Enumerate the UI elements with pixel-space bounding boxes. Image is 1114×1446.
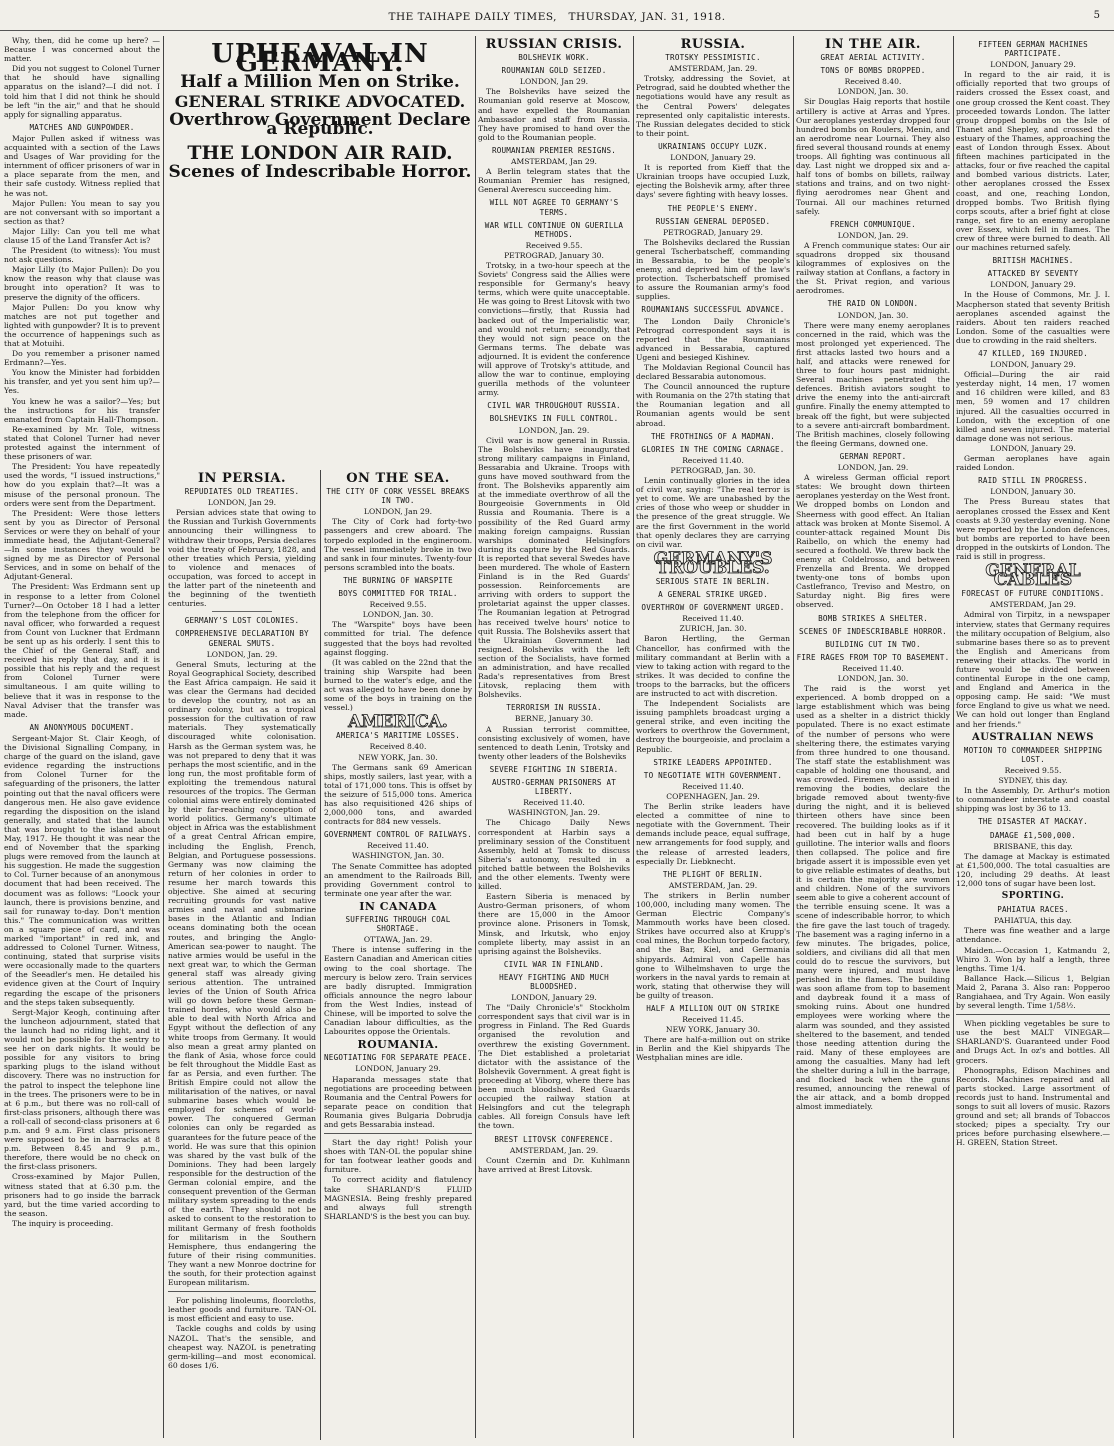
- dateline: OTTAWA, Jan. 29.: [363, 935, 433, 945]
- column-5: [796, 36, 950, 1440]
- section-heading: AUSTRALIAN NEWS: [971, 731, 1095, 743]
- section-heading: IN THE AIR.: [825, 37, 921, 52]
- subheading: BOMB STRIKES A SHELTER.: [818, 613, 928, 623]
- dateline: ZURICH, Jan. 30.: [679, 624, 747, 634]
- subheading: BUILDING CUT IN TWO.: [825, 639, 921, 649]
- subheading: BOLSHEVIK WORK.: [518, 53, 590, 63]
- subheading: A GENERAL STRIKE URGED.: [658, 590, 768, 600]
- section-heading: GERMANY'S TROUBLES.: [653, 548, 773, 578]
- paragraph: You know the Minister had forbidden his transfer, and yet you sent him up?—Yes.: [4, 368, 160, 396]
- dateline: AMSTERDAM, Jan. 29.: [668, 64, 758, 74]
- column-rule: [633, 36, 634, 1438]
- paragraph: There was fine weather and a large attendance.: [956, 926, 1110, 945]
- subheading: STRIKE LEADERS APPOINTED.: [653, 757, 773, 767]
- column-2b: [324, 470, 472, 1440]
- paragraph: Major Pullen: Do you know why matches are not put together and lighted with gunpowder? It is to prevent the occurrence of happenings such as that at Motuihi.: [4, 302, 160, 348]
- paragraph: The Bolsheviks declared the Russian general Tscherbatscheff, commanding in Bessarabia, to be the people's enemy, and deprived him of the law's protection. Tscherbatscheff promised to assure the Roumanian army's food supplies.: [636, 237, 790, 302]
- paragraph: The inquiry is proceeding.: [12, 1218, 114, 1228]
- advertisement: Phonographs, Edison Machines and Records. Machines repaired and all parts stocked. Large assortment of records just to hand. Instrumental and songs to suit all lovers of music. Razors ground and set; all brands of Tobaccos stocked; pipes a specialty. Try our prices before purchasing elsewhere.—H. GREEN, Station Street.: [956, 1065, 1110, 1148]
- paragraph: In regard to the air raid, it is officially reported that two groups of raiders crossed the Essex coast, and one group crossed the Kent coast. They proceeded towards London. The latter group dropped bombs on the Isle of Thanet and Shepley, and crossed the estuary of the Thames, approaching the east of London through Essex. About fifteen machines participated in the attacks, four or five reached the capital and bombed various districts. Later, other aeroplanes crossed the Essex coast, and one, reaching London, dropped bombs. Two British flying corps scouts, after a brief fight at close range, set fire to an enemy aeroplane over Essex, which fell in flames. The crew of three were burned to death. All our machines returned safely.: [956, 70, 1110, 253]
- subheading: BOYS COMMITTED FOR TRIAL.: [338, 589, 458, 599]
- subheading: THE CITY OF CORK VESSEL BREAKS IN TWO.: [326, 487, 470, 506]
- paragraph: Maiden.—Occasion 1, Katmandu 2, Whiro 3. Won by half a length, three lengths. Time 1/4.: [956, 945, 1110, 973]
- paragraph: The Council announced the rupture with Roumania on the 27th stating that the Roumanian legation and all Roumanian agents would be sent abroad.: [636, 382, 790, 428]
- subheading: TERRORISM IN RUSSIA.: [506, 703, 602, 713]
- column-1: [4, 36, 160, 1440]
- paragraph: Baron Hertling, the German Chancellor, has confirmed with the military commandant at Berlin with a view to taking action with regard to the strikes. It was decided to confine the troops to the barracks, but the officers are instructed to act with discretion.: [636, 634, 790, 698]
- subheading: WAR WILL CONTINUE ON GUERILLA METHODS.: [484, 220, 624, 239]
- dateline: LONDON, January 29.: [990, 443, 1076, 453]
- section-heading: GENERAL CABLES: [985, 561, 1081, 591]
- paragraph: Sergeant-Major St. Clair Keogh, of the Divisional Signalling Company, in charge of the guard on the island, gave evidence regarding the instructions from Colonel Turner for the safeguarding of the prisoners, the latter pointing out that the naval officers were dangerous men. He also gave evidence regarding the disposition on the island generally, and stated that the launch that was brought to the island about May, 1917. He thought it was near the end of November that the sparking plugs were removed from the launch at his suggestion. He made the suggestion to Col. Turner because of an anonymous document that had been received. The document was as follows: "Loock your launch, there is provisions benzine, and sail for runaway to-day. Don't mention this." The communication was written on a square piece of card, and was marked "important" in red ink, and addressed to Colonel Turner. Witness, continuing, stated that surprise visits were occasionally made to the quarters of the Seeadler's men. He detailed his evidence given at the Court of Inquiry regarding the escape of the prisoners and the steps taken subsequently.: [4, 733, 160, 1007]
- newspaper-title: THE TAIHAPE DAILY TIMES,: [388, 11, 558, 23]
- subheading: RUSSIAN GENERAL DEPOSED.: [655, 216, 771, 226]
- advertisement: Start the day right! Polish your shoes with TAN-OL the popular shine for tan footwear leather goods and furniture.: [324, 1138, 472, 1175]
- paragraph: In the House of Commons, Mr. J. I. Macpherson stated that seventy British aeroplanes ascended against the raiders. About ten raiders reached London. Some of the casualties were due to crowding in the raid shelters.: [956, 290, 1110, 345]
- paragraph: The City of Cork had forty-two passengers and crew aboard. The torpedo exploded in the engineroom. The vessel immediately broke in two and sank in four minutes. Twenty-four persons scrambled into the boats.: [324, 517, 472, 572]
- divider: [324, 1133, 472, 1134]
- dateline: LONDON, January 30.: [990, 487, 1076, 497]
- paragraph: (It was cabled on the 22nd that the training ship Warspite had been burned to the water's edge, and the act was alleged to have been done by some of the boys in training on the vessel.): [324, 657, 472, 713]
- subheading: HEAVY FIGHTING AND MUCH BLOODSHED.: [499, 972, 609, 991]
- subheading: ROUMANIAN GOLD SEIZED.: [501, 66, 607, 76]
- paragraph: Major Pullen: You mean to say you are not conversant with so important a section as that?: [4, 198, 160, 226]
- dateline: LONDON, January 29.: [355, 1064, 441, 1074]
- paragraph: There were many enemy aeroplanes concerned in the raid, which was the most prolonged yet experienced. The first attacks lasted two hours and a half, and attacks were renewed for three to four hours past midnight. Several machines penetrated the defences. British aviators sought to drive the enemy into the anti-aircraft gunfire. Finally the enemy attempted to break off the fight, but were subjected to a severe anti-aircraft bombardment. The British machines, closely following the fleeing Germans, downed one.: [796, 320, 950, 448]
- paragraph: A French communique states: Our air squadrons dropped six thousand kilogrammes of explosives on the railway station at Conflans, a factory in the St. Privat region, and various aerodromes.: [796, 240, 950, 296]
- section-heading: IN PERSIA.: [197, 471, 287, 486]
- subheading: NEGOTIATING FOR SEPARATE PEACE.: [324, 1053, 472, 1063]
- column-4: [636, 36, 790, 1440]
- section-heading: IN CANADA: [359, 899, 437, 913]
- paragraph: The Senate Committee has adopted an amendment to the Railroads Bill, providing Government control to terminate one year after the war.: [324, 861, 472, 898]
- dateline: LONDON, Jan. 30.: [837, 87, 909, 97]
- dateline: AMSTERDAM, Jan. 29.: [668, 880, 758, 890]
- masthead: [0, 0, 1114, 31]
- paragraph: Haparanda messages state that negotiations are proceeding between Roumania and the Central Powers for separate peace on condition that Roumania gives Bulgaria Dobrudja and gets Bessarabia instead.: [324, 1074, 472, 1129]
- dateline: BRISBANE, this day.: [993, 841, 1073, 851]
- section-heading: GERMANY'S LOST COLONIES.: [184, 616, 300, 626]
- dateline: Received 11.40.: [367, 841, 429, 851]
- subheading: RAID STILL IN PROGRESS.: [978, 476, 1088, 486]
- section-heading: MATCHES AND GUNPOWDER.: [29, 122, 135, 132]
- main-headline: UPHEAVAL IN GERMANY.: [211, 39, 429, 79]
- dateline: Received 9.55.: [525, 240, 583, 250]
- dateline: WASHINGTON, Jan. 30.: [351, 851, 445, 861]
- dateline: Received 11.40.: [523, 798, 585, 808]
- paragraph: Why, then, did he come up here? —Because I was concerned about the matter.: [4, 36, 160, 64]
- dateline: Received 9.55.: [369, 600, 427, 610]
- dateline: LONDON, January 29.: [670, 153, 756, 163]
- paragraph: Count Czernin and Dr. Kuhlmann have arrived at Brest Litovsk.: [478, 1155, 630, 1174]
- paragraph: The Berlin strike leaders have elected a committee of nine to negotiate with the Government. Their demands include peace, equal suffrage, new arrangements for food supply, and the release of arrested leaders, especially Dr. Liebknecht.: [636, 802, 790, 866]
- subheadline: Overthrow Government Declare a Republic.: [169, 110, 471, 140]
- paragraph: Eastern Siberia is menaced by Austro-German prisoners, of whom there are 15,000 in the Amoor province alone. Prisoners in Tomsk, Minsk, and Irkutsk, who enjoy complete liberty, may assist in an uprising against the Bolsheviks.: [478, 892, 630, 956]
- dateline: WASHINGTON, Jan. 29.: [507, 808, 601, 818]
- page-number: 5: [1093, 10, 1100, 21]
- dateline: AMSTERDAM, Jan. 29.: [509, 1145, 599, 1155]
- dateline: AMSTERDAM, Jan 29.: [511, 157, 597, 167]
- dateline: PAHIATUA, this day.: [994, 916, 1072, 926]
- dateline: NEW YORK, January 30.: [665, 1025, 761, 1035]
- dateline: COPENHAGEN, Jan. 29.: [666, 791, 760, 801]
- subheading: 47 KILLED, 169 INJURED.: [978, 349, 1088, 358]
- dateline: Received 8.40.: [844, 77, 902, 87]
- paragraph: A Berlin telegram states that the Roumanian Premier has resigned, General Averescu succeeding him.: [478, 167, 630, 195]
- paragraph: The President: You have repeatedly used the words, "I issued instructions," how do you explain that?—It was a misuse of the personal pronoun. The orders were sent from the Department.: [4, 462, 160, 508]
- dateline: Received 11.45.: [682, 1015, 744, 1025]
- paragraph: Trotsky, addressing the Soviet, at Petrograd, said he doubted whether the negotiations would have any result as the Central Powers' delegates represented only capitalistic interests. The Russian delegates decided to stick to their point.: [636, 74, 790, 138]
- dateline: Received 9.55.: [1004, 765, 1062, 775]
- paragraph: Sergt-Major Keogh, continuing after the luncheon adjournment, stated that the launch had no riding light, and it would not be possible for the sentry to see her on dark nights. It would be possible for any visitors to bring sparking plugs to the island without discovery. There was no instruction for the patrol to inspect the telephone line in the trees. The prisoners were to be in at 6 p.m., but there was no roll-call of first-class prisoners, although there was a roll-call of second-class prisoners at 6 p.m. and 9 a.m. First class prisoners were supposed to be in barracks at 8 p.m. Between 8.45 and 9 p.m., therefore, there would be no check on the first-class prisoners.: [4, 1007, 160, 1172]
- subheadline: THE LONDON AIR RAID.: [187, 141, 453, 164]
- paragraph: The Moldavian Regional Council has declared Bessarabia autonomous.: [636, 363, 790, 382]
- issue-date: THURSDAY, JAN. 31, 1918.: [568, 11, 726, 23]
- subheading: DAMAGE £1,500,000.: [990, 830, 1076, 840]
- subheading: ROUMANIANS SUCCESSFUL ADVANCE.: [641, 305, 785, 315]
- column-3: [478, 36, 630, 1440]
- dateline: PETROGRAD, January 30.: [504, 250, 604, 260]
- paragraph: A wireless German official report states: We brought down thirteen aeroplanes yesterday on the West front. We dropped bombs on London and Sheerness with good effect. An Italian attack was broken at Monte Sisemol. A counter-attack regained Mount Dis Raibello, on which the enemy had secured a foothold. We threw back the enemy at Coldelrosso, and between Frenzella and Brenta. We dropped twenty-one tons of bombs upon Castlefranco, Treviso and Mestro, on Saturday night. Big fires were observed.: [796, 473, 950, 610]
- section-heading: THE BURNING OF WARSPITE: [343, 575, 453, 585]
- paragraph: The London Daily Chronicle's Petrograd correspondent says it is reported that the Roumanians advanced in Bessarabia, captured Ugeni and besieged Kishinev.: [636, 316, 790, 362]
- subheading: FIRE RAGES FROM TOP TO BASEMENT.: [796, 652, 950, 662]
- paragraph: The President (to witness): You must not ask questions.: [4, 246, 160, 265]
- subheading: ATTACKED BY SEVENTY: [987, 269, 1079, 279]
- section-heading: AMERICA.: [348, 712, 448, 733]
- paragraph: Cross-examined by Major Pullen, witness stated that at 6.30 p.m. the prisoners had to go inside the barrack yard, but the time varied according to the season.: [4, 1172, 160, 1218]
- paragraph: In the Assembly, Dr. Arthur's motion to commandeer interstate and coastal shipping was lost by 36 to 13.: [956, 786, 1110, 814]
- section-heading: AN ANONYMOUS DOCUMENT.: [29, 722, 135, 732]
- column-2a: [168, 470, 316, 1440]
- subheadline: GENERAL STRIKE ADVOCATED.: [174, 92, 466, 112]
- dateline: LONDON, Jan. 29.: [837, 230, 909, 240]
- paragraph: The Independent Socialists are issuing pamphlets broadcast urging a general strike, and even inciting the workers to overthrow the Government, destroy the bourgeoisie, and proclaim a Republic.: [636, 699, 790, 754]
- divider: [956, 1014, 1110, 1015]
- advertisement: To correct acidity and flatulency take SHARLAND'S FLUID MAGNESIA. Being freshly prepared and always full strength SHARLAND'S is the best you can buy.: [324, 1175, 472, 1221]
- dateline: SYDNEY, this day.: [998, 776, 1068, 786]
- paragraph: Civil war is now general in Russia. The Bolsheviks have inaugurated strong military campaigns in Finland, Bessarabia and Ukraine. Troops with guns have moved southward from the front. The Bolsheviks apparently aim at the immediate overthrow of all the Bourgeoisie Governments in Old Russia and Roumania. There is a possibility of the Red Guard army making foreign campaigns. Russian warships dominated Helsingfors during its capture by the Red Guards. It is reported that several Swedes have been murdered. The whole of Eastern Finland is in the Red Guards' possession. Reinforcements are arriving with orders to support the proletariat against the upper classes. The Roumanian legation at Petrograd has received twelve hours' notice to quit Russia. The Bolsheviks assert that the Ukrainian Government had resigned. Bolsheviks with the left section of the Socialists, have formed an administration, and have recalled Rada's representatives from Brest Litovsk, replacing them with Bolsheviks.: [478, 435, 630, 700]
- dateline: Received 11.40.: [682, 614, 744, 624]
- paragraph: A Russian terrorist committee, consisting exclusively of women, have sentenced to death Lenin, Trotsky and twenty other leaders of the Bolsheviks: [478, 724, 630, 761]
- paragraph: The strikers in Berlin number 100,000, including many women. The German Electric Company's Mammouth works have been closed. Strikes have occurred also at Krupp's coal mines, the Bochun torpedo factory, and the Bar, Kiel, and Germania shipyards. Admiral von Capelle has gone to Wilhelmshaven to urge the workers in the naval yards to remain at work, stating that otherwise they will be guilty of treason.: [636, 890, 790, 1000]
- paragraph: Did you not suggest to Colonel Turner that he should have signalling apparatus on the island?—I did not. I told him that I did not think he should be left "in the air," and that he should apply for signalling apparatus.: [4, 64, 160, 119]
- paragraph: Persian advices state that owing to the Russian and Turkish Governments announcing their willingness to withdraw their troops, Persia declares void the treaty of February, 1828, and other treaties which Persia, yielding to violence and menaces of occupation, was forced to accept in the latter part of the nineteenth and the beginning of the twentieth centuries.: [168, 508, 316, 609]
- subheading: PAHIATUA RACES.: [997, 905, 1069, 915]
- paragraph: You knew he was a sailor?—Yes; but the instructions for his transfer emanated from Captain Hall-Thompson.: [4, 396, 160, 424]
- subheading: THE PEOPLE'S ENEMY.: [667, 203, 759, 213]
- dateline: LONDON, January 29.: [511, 993, 597, 1003]
- dateline: LONDON, Jan 29.: [207, 498, 277, 508]
- paragraph: Trotsky, in a two-hour speech at the Soviets' Congress said the Allies were responsible for Germany's heavy terms, which were quite unacceptable. He was going to Brest Litovsk with two convictions—firstly, that Russia had backed out of the Imperialistic war, and would not return; secondly, that they would not sign peace on the Germans terms. The debate was adjourned. It is evident the conference will approve of Trotsky's attitude, and allow the war to continue, employing guerilla methods of the volunteer army.: [478, 260, 630, 398]
- subheading: THE DISASTER AT MACKAY.: [978, 817, 1088, 827]
- subheading: AMERICA'S MARITIME LOSSES.: [335, 731, 461, 741]
- section-heading: ON THE SEA.: [346, 471, 450, 486]
- dateline: LONDON, January 29.: [990, 60, 1076, 70]
- subheading: FORECAST OF FUTURE CONDITIONS.: [961, 589, 1105, 599]
- subheading: THE RAID ON LONDON.: [827, 299, 919, 309]
- section-heading: SPORTING.: [1001, 891, 1065, 902]
- paragraph: There are half-a-million out on strike in Berlin and the Kiel shipyards The Westphalian mines are idle.: [636, 1035, 790, 1063]
- column-6: [956, 36, 1110, 1440]
- dateline: LONDON, Jan. 30.: [837, 674, 909, 683]
- subheading: BRITISH MACHINES.: [992, 256, 1074, 266]
- dateline: Received 11.40.: [682, 781, 744, 791]
- column-rule: [163, 36, 164, 1438]
- subheading: TONS OF BOMBS DROPPED.: [820, 66, 926, 76]
- dateline: BERNE, January 30.: [514, 714, 594, 724]
- paragraph: Official—During the air raid yesterday night, 14 men, 17 women and 16 children were killed, and 83 men, 59 women and 17 children injured. All the casualties occurred in London, with the exception of one killed and seven injured. The material damage done was not serious.: [956, 370, 1110, 443]
- subheading: REPUDIATES OLD TREATIES.: [184, 487, 300, 497]
- subheadline: Half a Million Men on Strike.: [180, 72, 460, 93]
- section-heading: RUSSIAN CRISIS.: [485, 37, 623, 52]
- advertisement: When pickling vegetables be sure to use the best MALT VINEGAR—SHARLAND'S. Guaranteed under Food and Drugs Act. In oz's and bottles. All grocers.: [956, 1019, 1110, 1065]
- paragraph: The "Warspite" boys have been committed for trial. The defence suggested that the boys had revolted against flogging.: [324, 620, 472, 657]
- section-heading: RUSSIA.: [680, 37, 746, 52]
- subheading: THE PLIGHT OF BERLIN.: [662, 869, 764, 879]
- paragraph: Do you remember a prisoner named Erdmann?—Yes.: [4, 349, 160, 368]
- advertisement: Tackle coughs and colds by using NAZOL. That's the sensible, and cheapest way. NAZOL is penetrating germ-killing—and most economical. 60 doses 1/6.: [168, 1324, 316, 1370]
- paragraph: The President: Was Erdmann sent up in response to a letter from Colonel Turner?—On October 18 I had a letter from the telephone from the officer for naval officer, who forwarded a request from Count von Luckner that Erdmann be sent up as his orderly. I sent this to the Chief of the General Staff, and received his reply that day, and it is possible that his reply and the request from Colonel Turner were simultaneous. I am quite willing to believe that it was in response to the Naval Adviser that the transfer was made.: [4, 582, 160, 719]
- dateline: LONDON, Jan. 29.: [837, 463, 909, 473]
- dateline: LONDON, Jan 29.: [519, 77, 589, 87]
- subheading: HALF A MILLION OUT ON STRIKE: [646, 1004, 780, 1013]
- subheading: COMPREHENSIVE DECLARATION BY GENERAL SMUTS.: [175, 629, 309, 648]
- paragraph: The Press Bureau states that aeroplanes crossed the Essex and Kent coasts at 9.30 yesterday evening. None were reported by the London defences, but bombs are reported to have been dropped in the outskirts of London. The raid is still in progress.: [956, 497, 1110, 561]
- paragraph: Major Pullen asked if witness was acquainted with a section of the Laws and Usages of War providing for the internment of officer prisoners of war in a place separate from the men, and their safe custody. Witness replied that he was not.: [4, 133, 160, 198]
- advertisement: For polishing linoleums, floorcloths, leather goods and furniture. TAN-OL is most efficient and easy to use.: [168, 1296, 316, 1324]
- subheading: UKRAINIANS OCCUPY LUZK.: [658, 141, 768, 151]
- subheadline: Scenes of Indescribable Horror.: [168, 161, 472, 182]
- dateline: LONDON, Jan. 30.: [837, 310, 909, 320]
- subheading: TO NEGOTIATE WITH GOVERNMENT.: [643, 770, 783, 780]
- subheading: SEVERE FIGHTING IN SIBERIA.: [489, 764, 619, 774]
- dateline: PETROGRAD, Jan. 30.: [670, 465, 756, 475]
- subheading: GLORIES IN THE COMING CARNAGE.: [641, 444, 785, 454]
- dateline: LONDON, Jan. 30.: [362, 610, 434, 620]
- subheading: GERMAN REPORT.: [839, 451, 907, 461]
- column-rule: [320, 470, 321, 1440]
- paragraph: The "Daily Chronicle's" Stockholm correspondent says that civil war is in progress in Finland. The Red Guards organised the revolution and overthrew the existing Government. The Diet established a proletariat dictator with the assistance of the Bolshevik Government. A great fight is proceeding at Viborg, where there has been much bloodshed. Red Guards occupied the railway station at Helsingfors and cut the telegraph cables. All foreign Consuls have left the town.: [478, 1003, 630, 1131]
- subheading: BOLSHEVIKS IN FULL CONTROL.: [489, 414, 619, 424]
- paragraph: It is reported from Kieff that the Ukrainian troops have occupied Luzk, ejecting the Bolshevik army, after three days' severe fighting with heavy losses.: [636, 163, 790, 200]
- section-heading: ROUMANIA.: [357, 1038, 439, 1052]
- dateline: LONDON, Jan. 29.: [518, 425, 590, 435]
- paragraph: The Chicago Daily News correspondent at Harbin says a preliminary session of the Constituent Assembly, held at Tomsk to discuss Siberia's autonomy, resulted in a pitched battle between the Bolsheviks and the other elements. Twenty were killed.: [478, 818, 630, 892]
- lead-headline-block: [168, 36, 472, 466]
- paragraph: Major Lilly: Can you tell me what clause 15 of the Land Transfer Act is?: [4, 226, 160, 245]
- paragraph: The Bolsheviks have seized the Roumanian gold reserve at Moscow, and have expelled the Roumanian Ambassador and staff from Russia. They have promised to hand over the gold to the Roumanian people.: [478, 87, 630, 142]
- dateline: LONDON, Jan 29.: [363, 507, 433, 517]
- subheading: SERIOUS STATE IN BERLIN.: [655, 576, 771, 586]
- dateline: Received 8.40.: [369, 742, 427, 752]
- subheading: TROTSKY PESSIMISTIC.: [665, 53, 761, 63]
- dateline: LONDON, Jan. 29.: [206, 649, 278, 659]
- subheading: GREAT AERIAL ACTIVITY.: [820, 53, 926, 63]
- paragraph: Ballance Hack.—Silicus 1, Belgian Maid 2, Parana 3. Also ran: Popperoo Rangiahaea, and Try Again. Won easily by several length. Time 1/58½.: [956, 973, 1110, 1011]
- dateline: LONDON, January 29.: [990, 280, 1076, 290]
- subheading: GOVERNMENT CONTROL OF RAILWAYS.: [324, 830, 472, 840]
- paragraph: The President: Were those letters sent by you as Director of Personal Services or were they on behalf of your immediate head, the Adjutant-General?—In some instances they would be signed by me as Director of Personal Services, and in some on behalf of the Adjutant-General.: [4, 508, 160, 582]
- paragraph: General Smuts, lecturing at the Royal Geographical Society, described the East Africa campaign. He said it was clear the Germans had decided to develop the country, not as an ordinary colony, but as a tropical possession for the cultivation of raw materials. They systematically discouraged white colonisation. Harsh as the German system was, he was not prepared to deny that it was perhaps the most scientific, and in the long run, the most profitable form of exploiting the tremendous natural resources of the tropics. The German colonial aims were entirely dominated by their far-reaching conception of world politics. Germany's ultimate object in Africa was the establishment of a great Central African empire, including the English, French, Belgian, and Portuguese possessions. Germany was now claiming the return of her colonies in order to resume her march towards this objective. She aimed at securing recruiting grounds for vast native armies and naval and submarine bases in the Atlantic and Indian oceans dominating both the ocean routes, and bringing the Anglo-American sea-power to naught. The native armies would be useful in the next great war, to which the German general staff was already giving serious attention. The untrained levies of the Union of South Africa will go down before these German-trained hordes, who would also be able to deal with North Africa and Egypt without the deflection of any white troops from Germany. It would also mean a great army planted on the flank of Asia, whose force could be felt throughout the Middle East as far as Persia, and even further. The British Empire could not allow the militarisation of the natives, or naval submarine bases which would be employed for schemes of world-power. The conquered German colonies can only be regarded as guarantees for the future peace of the world. He was sure that this opinion was shared by the vast bulk of the Dominions. They had been largely responsible for the destruction of the German colonial empire, and the consequent prevention of the German military system spreading to the ends of the earth. They should not be asked to consent to the restoration to militant Germany of fresh footholds for militarism in the Southern Hemisphere, thus endangering the future of their rising communities. They want a new Monroe doctrine for the south, for their protection against European militarism.: [168, 659, 316, 1288]
- dateline: Received 11.40.: [842, 663, 904, 673]
- column-rule: [793, 36, 794, 1438]
- subheading: CIVIL WAR THROUGHOUT RUSSIA.: [487, 401, 621, 411]
- section-heading: FIFTEEN GERMAN MACHINES PARTICIPATE.: [978, 40, 1088, 59]
- subheading: FRENCH COMMUNIQUE.: [830, 219, 916, 229]
- divider: [168, 1291, 316, 1292]
- column-rule: [475, 36, 476, 1438]
- subheading: AUSTRO-GERMAN PRISONERS AT LIBERTY.: [491, 778, 617, 797]
- paragraph: Lenin continually glories in the idea of civil war, saying: "The real terror is yet to come. We are unabashed by the cries of those who weep or shudder in the presence of the great struggle. We are the first Government in the world that openly declares they are carrying on civil war.: [636, 476, 790, 549]
- paragraph: The Germans sank 69 American ships, mostly sailers, last year, with a total of 171,000 tons. This is offset by the seizure of 515,000 tons. America has also requisitioned 426 ships of 2,000,000 tons, and awarded contracts for 884 new vessels.: [324, 762, 472, 827]
- subheading: CIVIL WAR IN FINLAND.: [503, 959, 605, 969]
- paragraph: Major Lilly (to Major Pullen): Do you know the reason why that clause was brought into operation? It was to preserve the dignity of the officers.: [4, 265, 160, 302]
- dateline: Received 11.40.: [682, 455, 744, 465]
- subheading: WILL NOT AGREE TO GERMANY'S TERMS.: [489, 198, 619, 217]
- subheading: MOTION TO COMMANDEER SHIPPING LOST.: [963, 745, 1103, 764]
- subheading: BREST LITOVSK CONFERENCE.: [494, 1134, 614, 1144]
- dateline: LONDON, January 29.: [990, 360, 1076, 370]
- subheading: OVERTHROW OF GOVERNMENT URGED.: [641, 603, 785, 613]
- subheading: SCENES OF INDESCRIBABLE HORROR.: [799, 626, 947, 636]
- paragraph: German aeroplanes have again raided London.: [956, 454, 1110, 473]
- paragraph: The raid is the worst yet experienced. A bomb dropped on a large establishment which was being used as a shelter in a district thickly populated. There is no exact estimate of the number of persons who were sheltering there, the estimates varying from three hundred to one thousand. The staff state the establishment was capable of holding one thousand, and was crowded. Firemen who assisted in removing the bodies, declare the brigade removed about twenty-five during the night, and it is believed thirteen others have since been recovered. The building looks as if it had been cut in half by a huge guillotine. The interior walls and floors then collapsed. The police and fire brigade assert it is impossible even yet to give reliable estimates of deaths, but it is certain the majority are women and children. None of the survivors seem able to give a coherent account of the terrible ensuing scene. It was a scene of indescribable horror, to which the fire gave the last touch of tragedy. The basement was a raging inferno in a few minutes. The brigades, police, soldiers, and civilians did all that men could do to rescue the survivors, but many were injured, and must have perished in the flames. The building was soon aflame from top to basement and daybreak found it a mass of smoking ruins. About one hundred employees were working where the alarm was sounded, and they assisted sheltered to the basement, and tended those needing attention during the raid. Many of these employees are among the casualties. Many had left the shelter during a lull in the barrage, and flocked back when the guns resumed, announcing the renewal of the air attack, and a bomb dropped almost immediately.: [796, 684, 950, 1112]
- divider: [212, 611, 271, 612]
- paragraph: Sir Douglas Haig reports that hostile artillery is active at Arras and Ypres. Our aeroplanes yesterday dropped four hundred bombs on Roulers, Menin, and an aerodrome near Lournai. They also fired several thousand rounds at enemy troops. All fighting was continuous all day. Last night we dropped six and a-half tons of bombs on billets, railway stations and trains, and on two night-flying aerodromes near Ghent and Tournai. All our machines returned safely.: [796, 97, 950, 216]
- dateline: AMSTERDAM, Jan 29.: [990, 600, 1076, 610]
- subheading: SUFFERING THROUGH COAL SHORTAGE.: [345, 915, 451, 934]
- dateline: PETROGRAD, January 29.: [663, 227, 763, 237]
- paragraph: Re-examined by Mr. Tole, witness stated that Colonel Turner had never protested against the internment of these prisoners of war.: [4, 424, 160, 462]
- paragraph: Admiral von Tirpitz, in a newspaper interview, states that Germany requires the military occupation of Belgium, also submarine bases there so as to prevent the English and Americans from renewing their attacks. The world in future would be divided between continental Europe in the one camp, and England and America in the opposing camp. He said: "We must force England to give us what we need. We can hold out longer than England and her friends.": [956, 610, 1110, 729]
- dateline: NEW YORK, Jan. 30.: [358, 752, 438, 762]
- column-rule: [953, 36, 954, 1438]
- paragraph: The damage at Mackay is estimated at £1,500,000. The total casualties are 120, including 29 deaths. At least 12,000 tons of sugar have been lost.: [956, 851, 1110, 888]
- subheading: ROUMANIAN PREMIER RESIGNS.: [491, 145, 617, 155]
- paragraph: There is intense suffering in the Eastern Canadian and American cities owing to the coal shortage. The mercury is below zero. Train services are badly disrupted. Immigration officials announce the negro labour from the West Indies, instead of Chinese, will be imported to solve the Canadian labour difficulties, as the Labourites oppose the Orientals.: [324, 945, 472, 1037]
- subheading: THE FROTHINGS OF A MADMAN.: [650, 431, 776, 441]
